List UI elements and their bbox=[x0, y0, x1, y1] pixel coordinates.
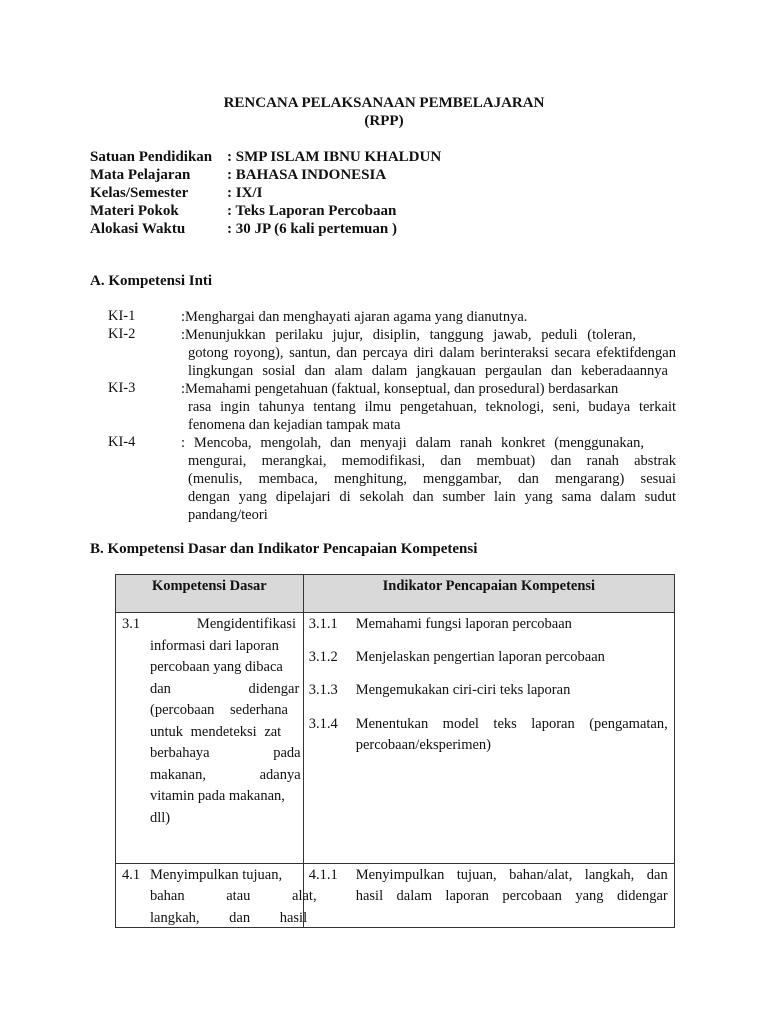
ki-label: KI-1 bbox=[108, 308, 136, 324]
meta-value: : BAHASA INDONESIA bbox=[227, 167, 387, 183]
table-row bbox=[116, 613, 675, 864]
kd-number: 4.1 bbox=[122, 867, 141, 883]
section-heading-a: A. Kompetensi Inti bbox=[90, 273, 213, 289]
indicator-number: 3.1.1 bbox=[308, 616, 338, 632]
meta-label: Materi Pokok bbox=[90, 203, 179, 219]
doc-subtitle: (RPP) bbox=[364, 113, 404, 129]
indicator-number: 3.1.3 bbox=[308, 682, 338, 698]
ki-text-line: :Memahami pengetahuan (faktual, konseptual, dan prosedural) berdasarkan bbox=[181, 381, 619, 397]
ki-text-line: mengurai, merangkai, memodifikasi, dan membuat) dan ranah abstrak bbox=[188, 453, 676, 469]
ki-text-line: dengan yang dipelajari di sekolah dan sumber lain yang sama dalam sudut bbox=[188, 489, 676, 505]
meta-row bbox=[90, 166, 386, 184]
meta-label: Alokasi Waktu bbox=[90, 221, 186, 237]
meta-label: Satuan Pendidikan bbox=[90, 149, 213, 165]
kd-line: percobaan yang dibaca bbox=[150, 659, 283, 675]
indicator-text: Menjelaskan pengertian laporan percobaan bbox=[355, 649, 605, 665]
ki-text-line: gotong royong), santun, dan percaya diri dalam berinteraksi secara efektifdengan bbox=[188, 345, 676, 361]
indicator-text: percobaan/eksperimen) bbox=[355, 737, 491, 753]
meta-value: : 30 JP (6 kali pertemuan ) bbox=[227, 221, 397, 237]
column-header-indicator: Indikator Pencapaian Kompetensi bbox=[303, 575, 674, 613]
competency-table bbox=[115, 574, 675, 928]
ki-text-line: lingkungan sosial dan alam dalam jangkauan pergaulan dan keberadaannya bbox=[188, 363, 668, 379]
ki-text-line: (menulis, membaca, menghitung, menggambar, dan mengarang) sesuai bbox=[188, 471, 676, 487]
ki-text-line: :Menunjukkan perilaku jujur, disiplin, tanggung jawab, peduli (toleran, bbox=[181, 327, 636, 343]
ki-label: KI-3 bbox=[108, 380, 136, 396]
ki-label: KI-2 bbox=[108, 326, 136, 342]
meta-value: : SMP ISLAM IBNU KHALDUN bbox=[227, 149, 442, 165]
meta-value: : IX/I bbox=[227, 185, 263, 201]
indicator-cell bbox=[303, 864, 674, 928]
ki-text-line: rasa ingin tahunya tentang ilmu pengetahuan, teknologi, seni, budaya terkait bbox=[188, 399, 676, 415]
indicator-number: 4.1.1 bbox=[308, 867, 338, 883]
meta-value: : Teks Laporan Percobaan bbox=[227, 203, 397, 219]
kd-line: Menyimpulkan tujuan, bbox=[150, 867, 283, 883]
indicator-text: hasil dalam laporan percobaan yang didengar bbox=[355, 888, 668, 904]
ki-text-line: :Menghargai dan menghayati ajaran agama yang dianutnya. bbox=[181, 309, 528, 325]
kd-line: (percobaan sederhana bbox=[150, 702, 288, 718]
meta-row bbox=[90, 184, 262, 202]
kd-line: dan didengar bbox=[150, 680, 300, 697]
kd-line: makanan, adanya bbox=[150, 766, 301, 783]
indicator-text: Memahami fungsi laporan percobaan bbox=[355, 616, 572, 632]
section-heading-b: B. Kompetensi Dasar dan Indikator Pencapaian Kompetensi bbox=[90, 541, 478, 557]
ki-label: KI-4 bbox=[108, 434, 136, 450]
ki-text-line: fenomena dan kejadian tampak mata bbox=[188, 417, 401, 433]
meta-row bbox=[90, 220, 397, 238]
kd-line: untuk mendeteksi zat bbox=[150, 723, 282, 740]
indicator-text: Menentukan model teks laporan (pengamatan, bbox=[355, 716, 668, 732]
indicator-cell bbox=[303, 613, 674, 864]
table-row bbox=[116, 864, 675, 928]
kd-line: informasi dari laporan bbox=[150, 637, 279, 654]
kd-line: berbahaya pada bbox=[150, 745, 301, 761]
indicator-text: Mengemukakan ciri-ciri teks laporan bbox=[355, 682, 571, 698]
indicator-number: 3.1.4 bbox=[308, 716, 338, 732]
kd-cell bbox=[116, 864, 317, 928]
kd-line: langkah, dan hasil bbox=[150, 909, 308, 926]
ki-text-line: : Mencoba, mengolah, dan menyaji dalam ranah konkret (menggunakan, bbox=[181, 435, 644, 451]
kd-line: vitamin pada makanan, bbox=[150, 788, 285, 804]
meta-label: Kelas/Semester bbox=[90, 185, 189, 201]
column-header-kd: Kompetensi Dasar bbox=[116, 575, 304, 613]
kd-line: dll) bbox=[150, 809, 171, 826]
kd-line: Mengidentifikasi bbox=[196, 616, 296, 632]
kd-cell bbox=[116, 613, 304, 864]
kd-number: 3.1 bbox=[122, 616, 141, 632]
meta-row bbox=[90, 202, 396, 220]
kd-line: bahan atau alat, bbox=[150, 888, 317, 904]
indicator-number: 3.1.2 bbox=[308, 649, 338, 665]
meta-row bbox=[90, 148, 441, 166]
ki-text-line: pandang/teori bbox=[188, 507, 268, 523]
meta-label: Mata Pelajaran bbox=[90, 167, 191, 183]
doc-title: RENCANA PELAKSANAAN PEMBELAJARAN bbox=[223, 95, 545, 111]
table-header-row bbox=[116, 575, 675, 613]
indicator-text: Menyimpulkan tujuan, bahan/alat, langkah, dan bbox=[355, 867, 668, 883]
